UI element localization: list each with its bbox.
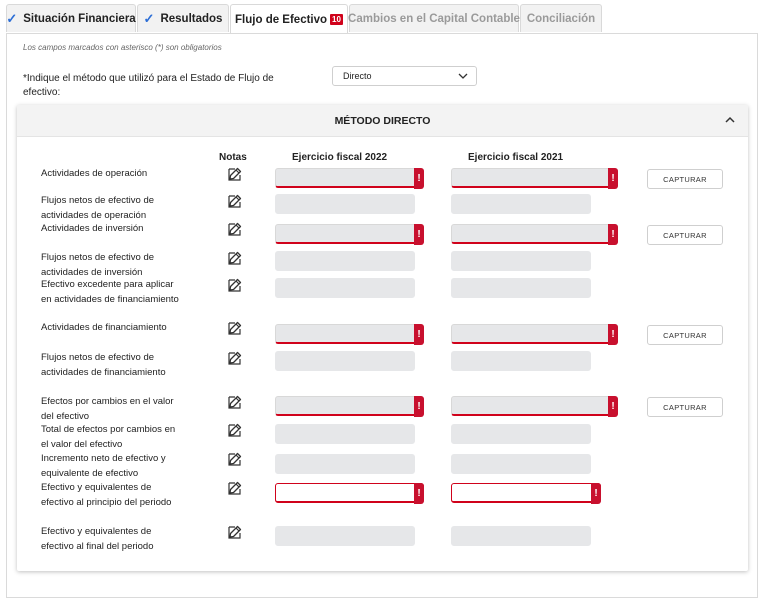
edit-note-icon[interactable] (227, 480, 243, 496)
row-label: Actividades de operación (41, 168, 148, 179)
field-2022-input (275, 278, 415, 298)
edit-note-icon[interactable] (227, 320, 243, 336)
error-icon: ! (608, 224, 618, 245)
error-icon: ! (608, 168, 618, 189)
field-2022-input[interactable] (275, 396, 424, 416)
capturar-button[interactable]: CAPTURAR (647, 325, 723, 345)
row-label: Efectivo excedente para aplicar en actividades de financiamiento (41, 279, 179, 305)
metodo-directo-card (17, 105, 748, 571)
method-question-label: *Indique el método que utilizó para el Estado de Flujo de efectivo: (23, 73, 274, 98)
required-fields-hint: Los campos marcados con asterisco (*) son obligatorios (23, 43, 222, 52)
edit-note-icon[interactable] (227, 394, 243, 410)
method-select-value: Directo (343, 71, 372, 81)
tab-label: Conciliación (526, 12, 596, 25)
field-2022-input[interactable] (275, 224, 424, 244)
field-2022-input[interactable] (275, 483, 424, 503)
chevron-down-icon (458, 71, 468, 81)
row-label: Total de efectos por cambios en el valor del efectivo (41, 424, 176, 450)
chevron-up-icon[interactable] (724, 115, 736, 125)
field-2021-input (451, 351, 591, 371)
field-2021-input[interactable] (451, 168, 618, 188)
capturar-button[interactable]: CAPTURAR (647, 169, 723, 189)
tab-resultados[interactable] (137, 4, 229, 32)
field-2021-input (451, 251, 591, 271)
edit-note-icon[interactable] (227, 422, 243, 438)
field-2022-input (275, 424, 415, 444)
column-header-2021: Ejercicio fiscal 2021 (468, 152, 564, 163)
edit-note-icon[interactable] (227, 193, 243, 209)
field-2022-input (275, 194, 415, 214)
row-label: Incremento neto de efectivo y equivalente de efectivo (41, 453, 166, 479)
tab-conciliacion[interactable] (520, 4, 602, 32)
error-icon: ! (414, 396, 424, 417)
field-2022-input[interactable] (275, 324, 424, 344)
tab-situacion-financiera[interactable] (6, 4, 136, 32)
edit-note-icon[interactable] (227, 524, 243, 540)
tab-label: Flujo de Efectivo (235, 13, 328, 26)
edit-note-icon[interactable] (227, 250, 243, 266)
field-2022-input (275, 251, 415, 271)
row-label: Actividades de inversión (41, 223, 144, 234)
capturar-button[interactable]: CAPTURAR (647, 225, 723, 245)
error-icon: ! (414, 324, 424, 345)
tab-label: Situación Financiera (23, 12, 136, 25)
edit-note-icon[interactable] (227, 277, 243, 293)
tab-panel (6, 33, 758, 598)
section-header[interactable] (17, 105, 748, 137)
field-2021-input[interactable] (451, 483, 601, 503)
edit-note-icon[interactable] (227, 451, 243, 467)
edit-note-icon[interactable] (227, 221, 243, 237)
field-2021-input[interactable] (451, 324, 618, 344)
edit-note-icon[interactable] (227, 350, 243, 366)
row-label: Flujos netos de efectivo de actividades de inversión (41, 252, 155, 278)
check-icon: ✓ (6, 10, 18, 26)
field-2022-input (275, 454, 415, 474)
edit-note-icon[interactable] (227, 166, 243, 182)
tab-label: Resultados (160, 12, 223, 25)
field-2021-input[interactable] (451, 224, 618, 244)
field-2022-input (275, 526, 415, 546)
row-label: Efectivo y equivalentes de efectivo al principio del periodo (41, 482, 172, 508)
column-header-2022: Ejercicio fiscal 2022 (292, 152, 388, 163)
column-header-notas: Notas (219, 152, 247, 163)
row-label: Efectivo y equivalentes de efectivo al final del periodo (41, 526, 154, 552)
error-icon: ! (608, 396, 618, 417)
field-2021-input (451, 424, 591, 444)
error-icon: ! (414, 483, 424, 504)
tab-bar (6, 4, 602, 34)
field-2021-input (451, 278, 591, 298)
check-icon: ✓ (143, 10, 155, 26)
method-select[interactable] (332, 66, 477, 86)
field-2021-input (451, 526, 591, 546)
tab-label: Cambios en el Capital Contable (348, 12, 520, 25)
field-2021-input[interactable] (451, 396, 618, 416)
error-icon: ! (414, 168, 424, 189)
row-label: Efectos por cambios en el valor del efectivo (41, 396, 174, 422)
field-2022-input[interactable] (275, 168, 424, 188)
error-count-badge: 10 (332, 15, 341, 24)
error-icon: ! (591, 483, 601, 504)
error-icon: ! (414, 224, 424, 245)
tab-cambios-capital-contable[interactable] (349, 4, 519, 32)
error-icon: ! (608, 324, 618, 345)
row-label: Flujos netos de efectivo de actividades de financiamiento (41, 352, 166, 378)
row-label: Actividades de financiamiento (41, 322, 167, 333)
row-label: Flujos netos de efectivo de actividades de operación (41, 195, 155, 221)
field-2021-input (451, 194, 591, 214)
field-2022-input (275, 351, 415, 371)
field-2021-input (451, 454, 591, 474)
section-title: MÉTODO DIRECTO (334, 114, 431, 127)
capturar-button[interactable]: CAPTURAR (647, 397, 723, 417)
tab-flujo-de-efectivo[interactable] (230, 4, 348, 34)
